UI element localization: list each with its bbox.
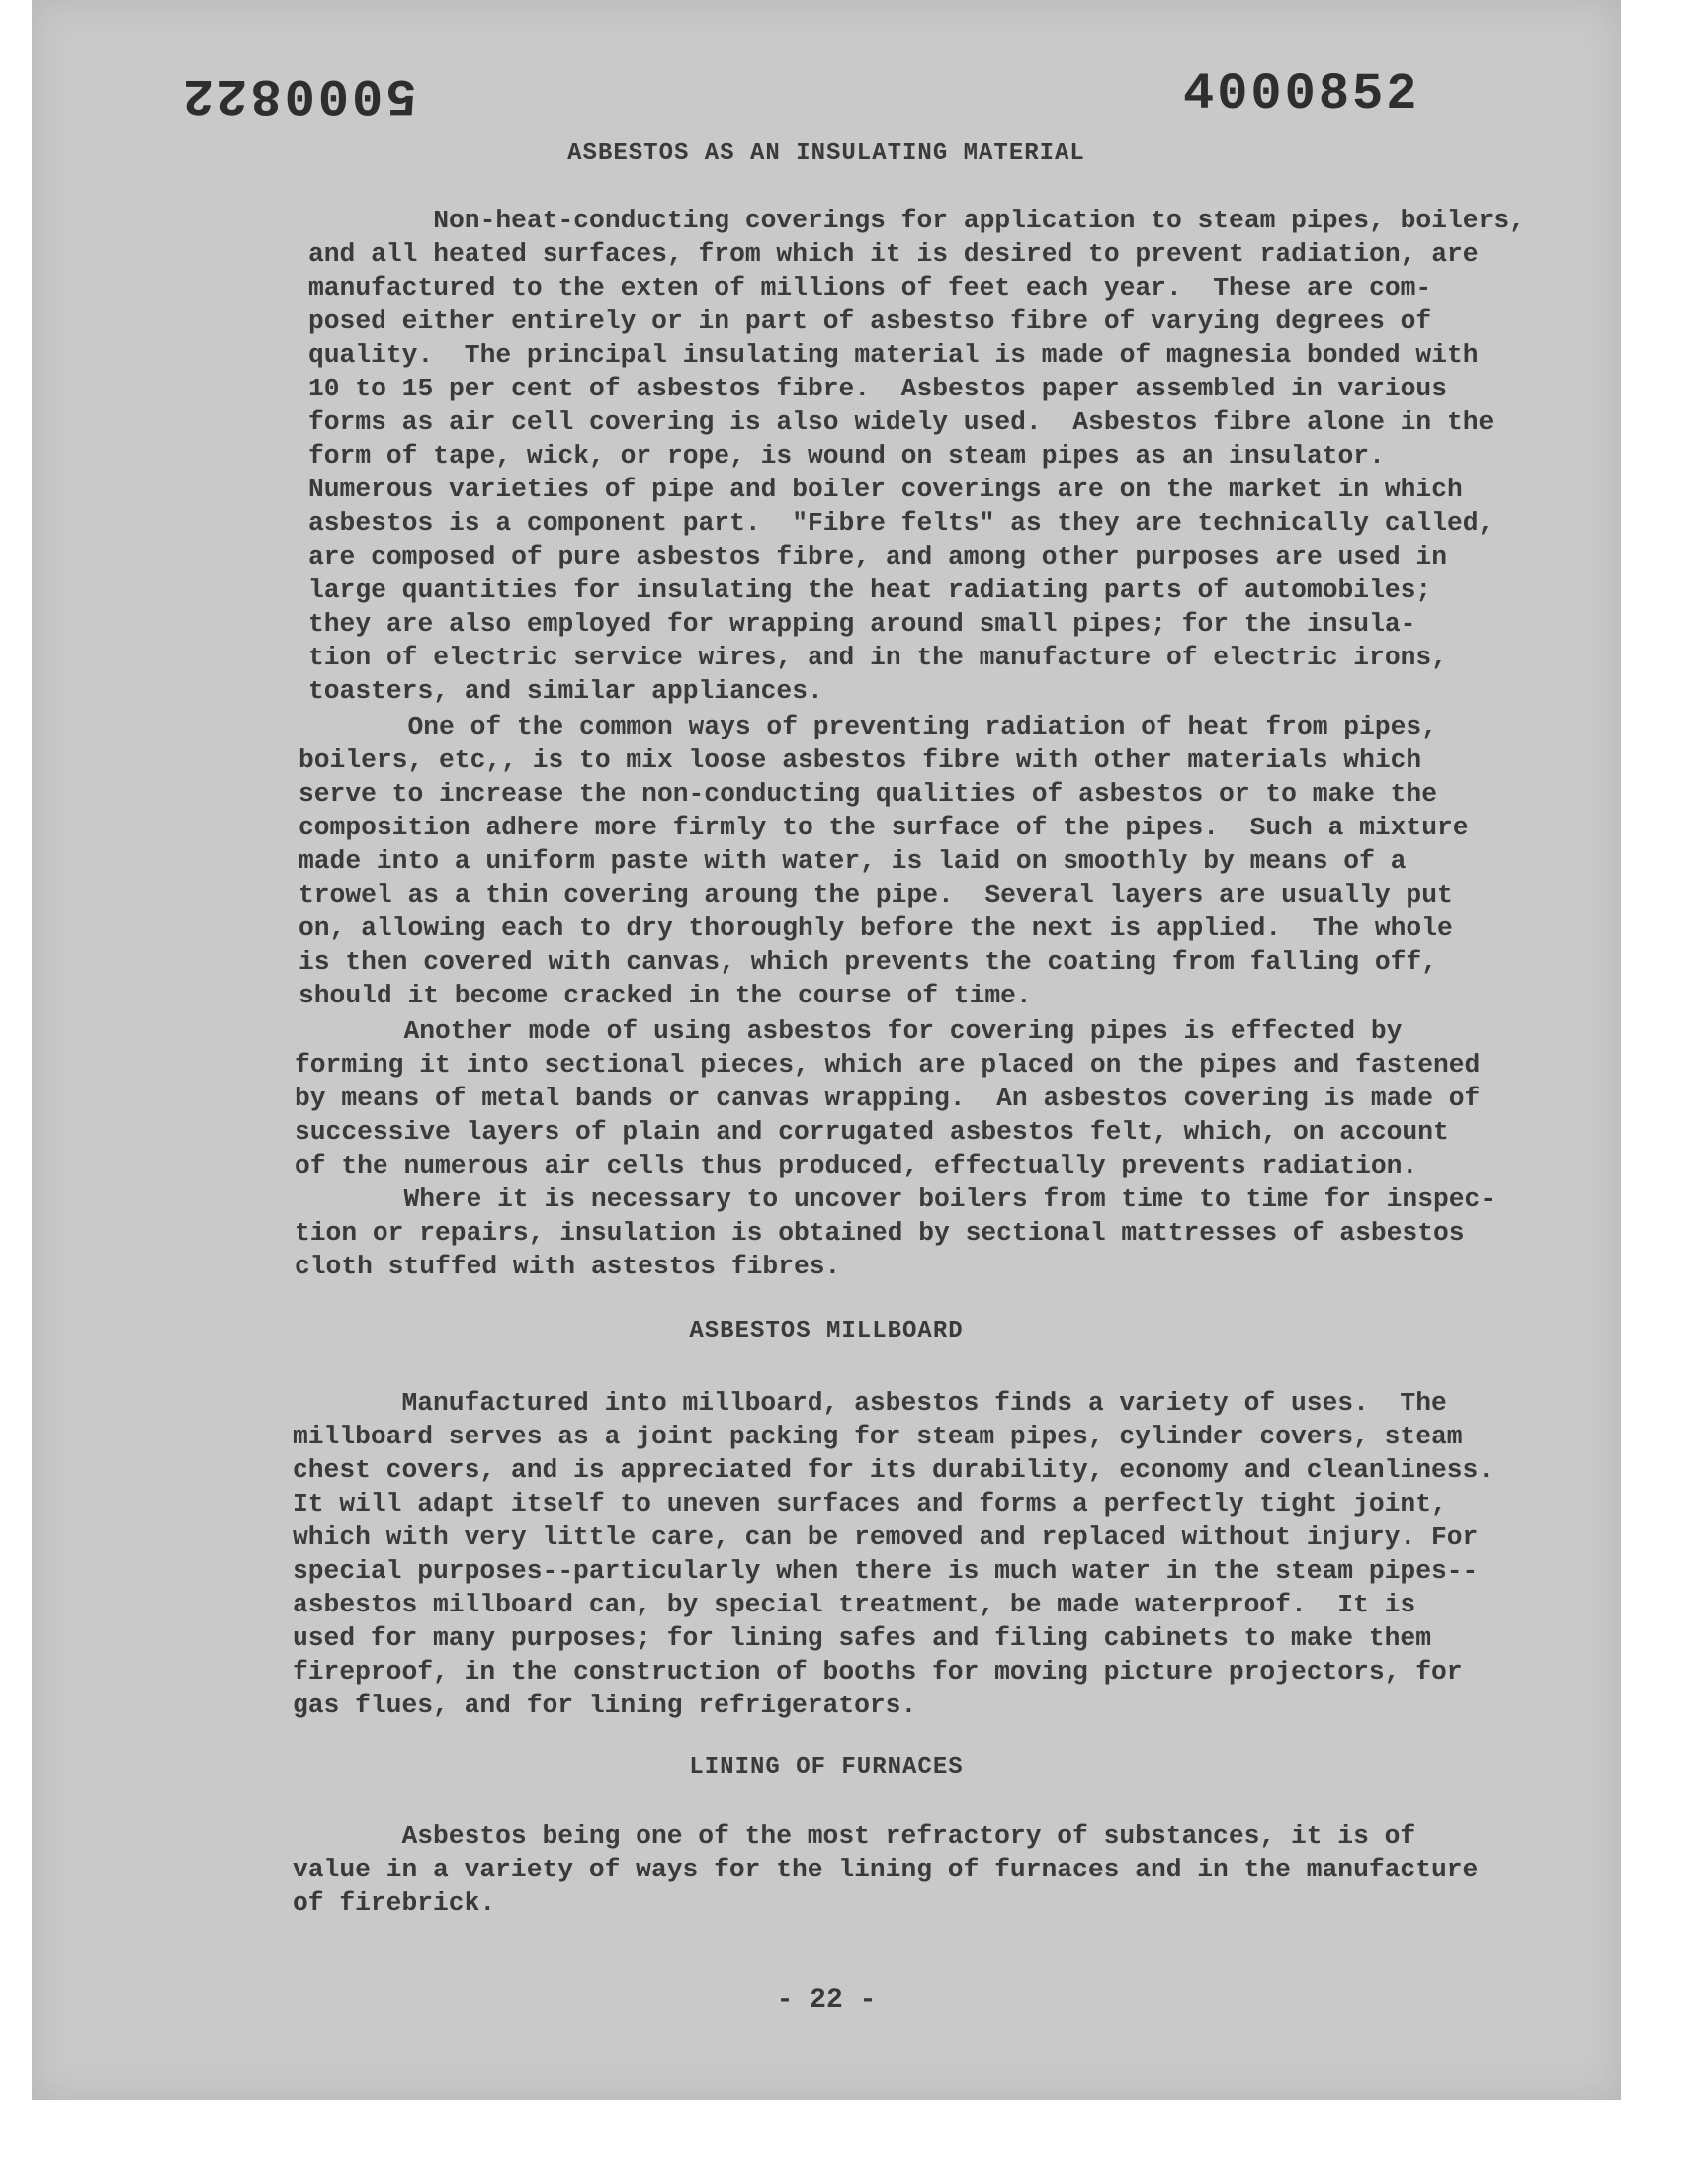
paragraph-insulating-3: Another mode of using asbestos for covering pipes is effected by forming it into sectional pieces, which are placed on the pipes and fastened by means of metal bands or canvas wrapping. An asbestos covering is made of successive layers of plain and corrugated asbestos felt, which, on account of the numerous air cells thus produced, effectually prevents radiation. xyxy=(295,1016,1481,1180)
paragraph-insulating-2: One of the common ways of preventing radiation of heat from pipes, boilers, etc,, is to mix loose asbestos fibre with other materials which serve to increase the non-conducting qualities of asbestos or to make the composition adhere more firmly to the surface of the pipes. Such a mixture made into a uniform paste with water, is laid on smoothly by means of a trowel as a thin covering aroung the pipe. Several layers are usually put on, allowing each to dry thoroughly before the next is applied. The whole is then covered with canvas, which prevents the coating from falling off, should it become cracked in the course of time. xyxy=(299,712,1469,1010)
paragraph-furnaces: Asbestos being one of the most refractory of substances, it is of value in a variety of ways for the lining of furnaces and in the manufacture of firebrick. xyxy=(293,1821,1479,1918)
paragraph-insulating-1: Non-heat-conducting coverings for application to steam pipes, boilers, and all heated surfaces, from which it is desired to prevent radiation, are manufactured to the exten of millions of feet each year. These are com- posed either entirely or in part of asbestso fibre of varying degrees of quality. The principal insulating material is made of magnesia bonded with 10 to 15 per cent of asbestos fibre. Asbestos paper assembled in various forms as air cell covering is also widely used. Asbestos fibre alone in the form of tape, wick, or rope, is wound on steam pipes as an insulator. Numerous varieties of pipe and boiler coverings are on the market in which asbestos is a component part. "Fibre felts" as they are technically called, are composed of pure asbestos fibre, and among other purposes are used in large quantities for insulating the heat radiating parts of automobiles; they are also employed for wrapping around small pipes; for the insula- tion of electric service wires, and in the manufacture of electric irons, toasters, and similar appliances. xyxy=(308,206,1525,706)
document-id-stamp-left: 5000822 xyxy=(180,65,417,124)
page-number: - 22 - xyxy=(776,1985,877,2016)
paragraph-millboard: Manufactured into millboard, asbestos finds a variety of uses. The millboard serves as a joint packing for steam pipes, cylinder covers, steam chest covers, and is appreciated for its durability, economy and cleanliness. It will adapt itself to uneven surfaces and forms a perfectly tight joint, which with very little care, can be removed and replaced without injury. For special purposes--particularly when there is much water in the steam pipes-- asbestos millboard can, by special treatment, be made waterproof. It is used for many purposes; for lining safes and filing cabinets to make them fireproof, in the construction of booths for moving picture projectors, for gas flues, and for lining refrigerators. xyxy=(293,1388,1494,1720)
section-heading-millboard: ASBESTOS MILLBOARD xyxy=(689,1318,964,1345)
document-id-stamp-right: 4000852 xyxy=(1183,65,1420,124)
section-heading-furnaces: LINING OF FURNACES xyxy=(689,1754,964,1781)
section-heading-insulating: ASBESTOS AS AN INSULATING MATERIAL xyxy=(567,140,1085,167)
paragraph-insulating-4: Where it is necessary to uncover boilers from time to time for inspec- tion or repairs, insulation is obtained by sectional mattresses of asbestos cloth stuffed with astestos fibres. xyxy=(295,1184,1496,1281)
document-page xyxy=(32,0,1621,2100)
